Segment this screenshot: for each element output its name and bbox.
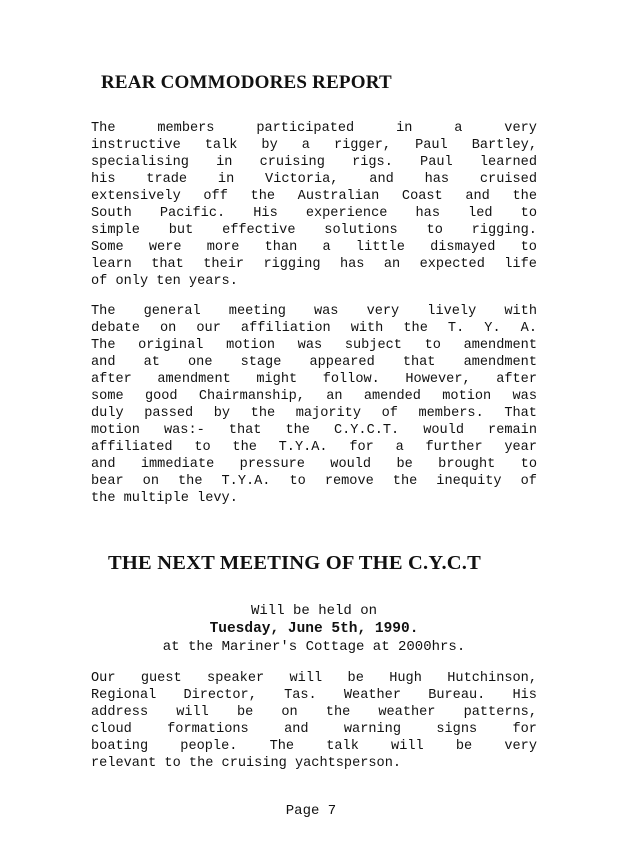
- word: years.: [188, 274, 238, 289]
- word: lively: [427, 304, 477, 319]
- word: passed: [144, 406, 194, 421]
- word: duly: [91, 406, 124, 421]
- word: formations: [167, 722, 249, 737]
- word: some: [91, 389, 124, 404]
- word: Hutchinson,: [447, 671, 537, 686]
- meeting-date: Tuesday, June 5th, 1990.: [209, 621, 419, 637]
- word: by: [213, 406, 231, 421]
- word: Regional: [91, 688, 157, 703]
- word: little: [355, 240, 405, 255]
- word: one: [188, 355, 213, 370]
- word: was: [512, 389, 537, 404]
- word: be: [347, 671, 364, 686]
- word: trade: [146, 172, 188, 187]
- text-line: [91, 273, 537, 290]
- word: the: [232, 440, 257, 455]
- word: and: [91, 457, 116, 472]
- word: brought: [438, 457, 496, 472]
- word: His: [253, 206, 278, 221]
- word: However,: [405, 372, 471, 387]
- word: that: [228, 423, 262, 438]
- word: amendment: [463, 338, 537, 353]
- word: of: [91, 274, 108, 289]
- word: cruising: [259, 155, 325, 170]
- word: experience: [305, 206, 388, 221]
- word: motion: [91, 423, 140, 438]
- word: in: [216, 155, 233, 170]
- word: life: [504, 257, 537, 272]
- word: levy.: [197, 491, 238, 506]
- text-line: [91, 205, 537, 222]
- word: ten: [156, 274, 181, 289]
- word: his: [91, 172, 116, 187]
- word: pressure: [239, 457, 305, 472]
- word: Director,: [183, 688, 257, 703]
- word: only: [115, 274, 149, 289]
- text-line: [91, 320, 537, 337]
- word: rigging: [263, 257, 321, 272]
- text-line: [91, 354, 537, 371]
- word: members: [157, 121, 215, 136]
- text-line: [91, 738, 537, 755]
- word: Paul: [415, 138, 448, 153]
- word: led: [468, 206, 493, 221]
- word: boating: [91, 739, 149, 754]
- text-line: [91, 388, 537, 405]
- word: on: [281, 705, 298, 720]
- word: extensively: [91, 189, 181, 204]
- word: to: [289, 474, 306, 489]
- word: on: [142, 474, 159, 489]
- word: would: [330, 457, 372, 472]
- word: to: [194, 440, 211, 455]
- word: A.: [520, 321, 537, 336]
- word: relevant: [91, 756, 157, 771]
- word: has: [339, 257, 365, 272]
- word: general: [143, 304, 201, 319]
- word: participated: [256, 121, 355, 136]
- word: address: [91, 705, 149, 720]
- word: in: [396, 121, 413, 136]
- word: The: [269, 739, 295, 754]
- word: after: [496, 372, 537, 387]
- word: cloud: [91, 722, 132, 737]
- word: follow.: [322, 372, 380, 387]
- word: warning: [343, 722, 401, 737]
- text-line: [91, 137, 537, 154]
- word: of: [381, 406, 398, 421]
- text-line: [91, 721, 537, 738]
- word: expected: [419, 257, 485, 272]
- word: the: [250, 189, 276, 204]
- word: and: [369, 172, 394, 187]
- word: motion: [442, 389, 492, 404]
- text-line: [91, 256, 537, 273]
- word: further: [425, 440, 483, 455]
- text-line: [91, 473, 537, 490]
- word: to: [520, 206, 537, 221]
- word: good: [144, 389, 178, 404]
- text-line: [91, 755, 537, 772]
- word: be: [455, 739, 473, 754]
- text-line: [91, 222, 537, 239]
- word: South: [91, 206, 132, 221]
- word: to: [426, 223, 443, 238]
- word: meeting: [228, 304, 286, 319]
- word: T.: [447, 321, 465, 336]
- word: Our: [91, 671, 116, 686]
- word: the: [392, 474, 418, 489]
- word: might: [256, 372, 298, 387]
- word: weather: [378, 705, 436, 720]
- word: debate: [91, 321, 140, 336]
- word: immediate: [140, 457, 215, 472]
- text-line: [91, 154, 537, 171]
- word: Hugh: [389, 671, 422, 686]
- word: by: [261, 138, 278, 153]
- meeting-venue: at the Mariner's Cottage at 2000hrs.: [162, 639, 466, 655]
- report-paragraph-2: [91, 303, 537, 507]
- word: bear: [91, 474, 124, 489]
- word: the: [403, 321, 428, 336]
- word: to: [164, 756, 181, 771]
- word: the: [285, 423, 310, 438]
- word: for: [512, 722, 537, 737]
- word: C.Y.C.T.: [333, 423, 400, 438]
- word: the: [91, 491, 116, 506]
- text-line: [91, 303, 537, 320]
- word: that: [402, 355, 436, 370]
- text-line: [91, 405, 537, 422]
- word: subject: [344, 338, 402, 353]
- word: majority: [295, 406, 361, 421]
- word: members.: [418, 406, 484, 421]
- word: appeared: [309, 355, 375, 370]
- word: a: [322, 240, 331, 255]
- word: a: [395, 440, 404, 455]
- word: an: [383, 257, 401, 272]
- meeting-paragraph: [91, 670, 537, 772]
- word: very: [504, 121, 537, 136]
- word: but: [168, 223, 194, 238]
- word: Chairmanship,: [198, 389, 305, 404]
- word: and: [284, 722, 309, 737]
- text-line: [91, 704, 537, 721]
- word: patterns,: [463, 705, 537, 720]
- word: The: [91, 338, 116, 353]
- report-paragraph-1: [91, 120, 537, 290]
- word: to: [424, 338, 441, 353]
- word: Tas.: [284, 688, 317, 703]
- word: be: [396, 457, 413, 472]
- word: on: [160, 321, 177, 336]
- word: talk: [204, 138, 238, 153]
- word: amended: [363, 389, 421, 404]
- word: a: [301, 138, 310, 153]
- report-heading: REAR COMMODORES REPORT: [101, 72, 392, 93]
- word: guest: [140, 671, 182, 686]
- word: amendment: [463, 355, 537, 370]
- word: stage: [240, 355, 282, 370]
- word: Australian: [297, 189, 380, 204]
- text-line: [91, 439, 537, 456]
- word: Weather: [343, 688, 401, 703]
- meeting-intro: Will be held on: [250, 603, 378, 619]
- text-line: [91, 171, 537, 188]
- text-line: [91, 120, 537, 137]
- word: instructive: [91, 138, 181, 153]
- word: Pacific.: [159, 206, 226, 221]
- word: an: [326, 389, 343, 404]
- word: T.Y.A.: [221, 474, 271, 489]
- word: a: [454, 121, 463, 136]
- page-number: Page 7: [285, 803, 337, 819]
- word: amendment: [157, 372, 231, 387]
- word: cruised: [479, 172, 537, 187]
- word: rigger,: [333, 138, 392, 153]
- word: original: [138, 338, 204, 353]
- word: T.Y.A.: [278, 440, 328, 455]
- word: Paul: [420, 155, 453, 170]
- text-line: [91, 422, 537, 439]
- word: after: [91, 372, 132, 387]
- text-line: [91, 337, 537, 354]
- word: off: [203, 189, 228, 204]
- word: and: [465, 189, 490, 204]
- word: for: [349, 440, 374, 455]
- word: multiple: [123, 491, 189, 506]
- word: talk: [326, 739, 359, 754]
- word: will: [289, 671, 323, 686]
- word: very: [504, 739, 537, 754]
- word: than: [264, 240, 298, 255]
- word: Y.: [484, 321, 501, 336]
- word: will: [391, 739, 424, 754]
- word: Victoria,: [265, 172, 339, 187]
- word: very: [366, 304, 400, 319]
- word: Some: [91, 240, 124, 255]
- word: Coast: [401, 189, 443, 204]
- word: has: [415, 206, 440, 221]
- word: rigging.: [471, 223, 537, 238]
- text-line: [91, 371, 537, 388]
- word: yachtsperson.: [294, 756, 402, 771]
- word: inequity: [436, 474, 502, 489]
- word: the: [178, 474, 203, 489]
- word: with: [350, 321, 384, 336]
- word: specialising: [91, 155, 189, 170]
- word: His: [512, 688, 537, 703]
- text-line: [91, 456, 537, 473]
- word: was: [297, 338, 323, 353]
- word: affiliation: [240, 321, 331, 336]
- word: rigs.: [352, 155, 393, 170]
- word: dismayed: [430, 240, 496, 255]
- word: speaker: [207, 671, 265, 686]
- word: Bartley,: [471, 138, 537, 153]
- word: will: [176, 705, 209, 720]
- word: in: [217, 172, 235, 187]
- word: The: [91, 121, 116, 136]
- word: that: [151, 257, 184, 272]
- word: The: [91, 304, 116, 319]
- meeting-heading: THE NEXT MEETING OF THE C.Y.C.T: [108, 552, 482, 574]
- text-line: [91, 239, 537, 256]
- word: their: [203, 257, 245, 272]
- word: the: [250, 406, 276, 421]
- word: affiliated: [91, 440, 173, 455]
- word: cruising: [221, 756, 287, 771]
- word: learn: [91, 257, 132, 272]
- text-line: [91, 687, 537, 704]
- word: solutions: [324, 223, 398, 238]
- word: at: [143, 355, 160, 370]
- text-line: [91, 670, 537, 687]
- word: signs: [436, 722, 478, 737]
- word: remain: [488, 423, 537, 438]
- word: the: [325, 705, 351, 720]
- word: people.: [180, 739, 238, 754]
- text-line: [91, 490, 537, 507]
- word: and: [91, 355, 116, 370]
- word: simple: [91, 223, 140, 238]
- word: motion: [226, 338, 276, 353]
- word: was:-: [163, 423, 205, 438]
- word: of: [520, 474, 537, 489]
- word: was: [313, 304, 339, 319]
- word: year: [504, 440, 537, 455]
- word: to: [520, 240, 537, 255]
- text-line: [91, 188, 537, 205]
- word: were: [148, 240, 182, 255]
- word: the: [512, 189, 537, 204]
- word: more: [206, 240, 240, 255]
- word: That: [504, 406, 537, 421]
- word: to: [520, 457, 537, 472]
- word: learned: [479, 155, 537, 170]
- word: remove: [324, 474, 374, 489]
- word: would: [423, 423, 465, 438]
- word: the: [188, 756, 214, 771]
- word: effective: [222, 223, 296, 238]
- word: be: [236, 705, 254, 720]
- word: with: [504, 304, 537, 319]
- word: our: [196, 321, 221, 336]
- word: has: [424, 172, 450, 187]
- word: Bureau.: [428, 688, 486, 703]
